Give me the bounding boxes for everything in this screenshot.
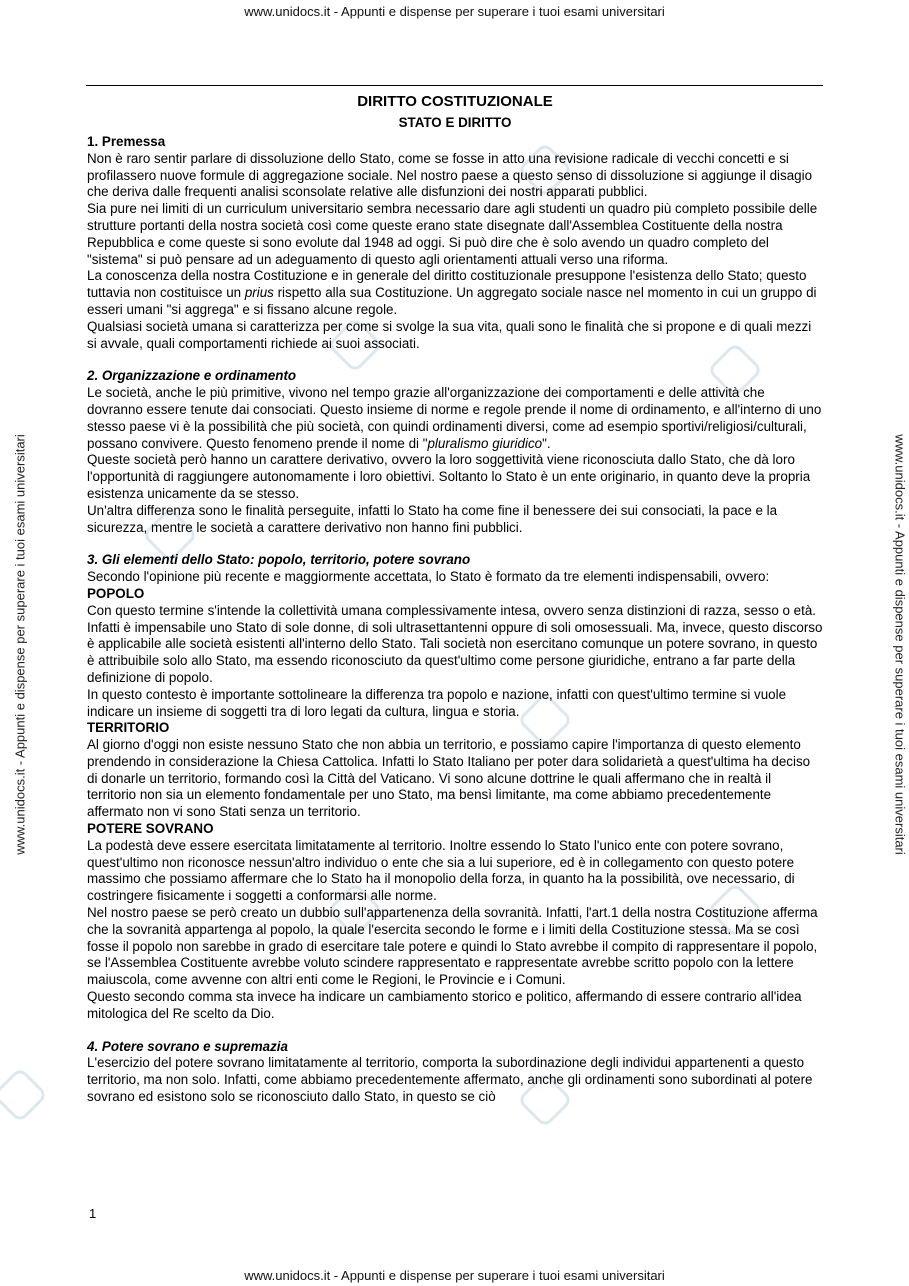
subheading-potere-sovrano: POTERE SOVRANO — [87, 821, 214, 837]
paragraph: In questo contesto è importante sottolineare la differenza tra popolo e nazione, infatti con quest'ultimo termine si vuole indicare un insieme di soggetti tra di loro legati da cultura, lingua e storia. — [87, 686, 787, 719]
paragraph: Non è raro sentir parlare di dissoluzione dello Stato, come se fosse in atto una revisione radicale di vecchi concetti e si profilassero nuove formule di aggregazione sociale. Nel nostro paese a questo senso di dissoluzione si aggiunge il disagio che deriva dalle frequenti analisi sconsolate relative alle disfunzioni dei nostri apparati pubblici. — [87, 150, 813, 200]
paragraph — [87, 385, 823, 452]
bottom-watermark-banner: www.unidocs.it - Appunti e dispense per superare i tuoi esami universitari — [244, 1268, 665, 1283]
paragraph: Qualsiasi società umana si caratterizza per come si svolge la sua vita, quali sono le finalità che si propone e di quali mezzi si avvale, quali comportamenti richiede ai suoi associati. — [87, 318, 812, 351]
text-run: La conoscenza della nostra Costituzione e in generale del diritto costituzionale presuppone l'esistenza dello Stato; questo tuttavia non costituisce un — [87, 268, 807, 301]
paragraph: Un'altra differenza sono le finalità perseguite, infatti lo Stato ha come fine il benessere dei sui consociati, la pace e la sicurezza, mentre le società a carattere derivativo non hanno fini pubblici. — [87, 502, 778, 535]
paragraph: Con questo termine s'intende la collettività umana complessivamente intesa, ovvero senza distinzioni di razza, sesso o età. Infatti è impensabile uno Stato di sole donne, di soli ultrasettantenni oppure di soli omosessuali. Ma, invece, questo discorso è applicabile alle società esistenti all'interno dello Stato. Tali società non esercitano comunque un potere sovrano, in questo è attribuibile solo allo Stato, ma essendo riconosciuto da quest'ultimo come persone giuridiche, entrano a far parte della definizione di popolo. — [87, 602, 823, 685]
page-title: DIRITTO COSTITUZIONALE — [357, 93, 553, 110]
text-run: ". — [542, 435, 551, 451]
left-side-watermark: www.unidocs.it - Appunti e dispense per superare i tuoi esami universitari — [12, 434, 28, 855]
page-number: 1 — [89, 1206, 97, 1221]
page-subtitle: STATO E DIRITTO — [398, 115, 512, 130]
document-body — [87, 92, 823, 1106]
text-run: rispetto alla sua Costituzione. Un aggregato sociale nasce nel momento in cui un gruppo di esseri umani "si aggrega" e si fissano alcune regole. — [87, 285, 817, 317]
italic-term: pluralismo giuridico — [427, 435, 543, 451]
paragraph: Sia pure nei limiti di un curriculum universitario sembra necessario dare agli studenti un quadro più completo possibile delle strutture portanti della nostra società così come queste erano state disegnate dall'Assemblea Costituente della nostra Repubblica e come queste si sono evolute dal 1948 ad oggi. Si può dire che è solo avendo un quadro completo del "sistema" si può pensare ad un adeguamento di questo agli orientamenti attuali verso una riforma. — [87, 201, 818, 267]
subheading-popolo: POPOLO — [87, 585, 145, 601]
section-heading-potere-supremazia: 4. Potere sovrano e supremazia — [87, 1038, 288, 1054]
paragraph: Questo secondo comma sta invece ha indicare un cambiamento storico e politico, affermando di essere contrario all'idea mitologica del Re scelto da Dio. — [87, 989, 802, 1021]
paragraph — [87, 268, 823, 318]
text-run: Le società, anche le più primitive, vivono nel tempo grazie all'organizzazione dei comportamenti e delle attività che dovranno essere tenute dai consociati. Questo insieme di norme e regole prende il nome di ordinamento, e all'interno di uno stesso paese vi è la possibilità che più società, con quindi ordinamenti diversi, come ad esempio sportivi/religiosi/culturali, possano convivere. Questo fenomeno prende il nome di " — [87, 385, 822, 451]
top-watermark-banner: www.unidocs.it - Appunti e dispense per superare i tuoi esami universitari — [244, 4, 665, 19]
section-heading-organizzazione: 2. Organizzazione e ordinamento — [87, 368, 297, 384]
section-heading-elementi-stato: 3. Gli elementi dello Stato: popolo, territorio, potere sovrano — [87, 552, 471, 568]
italic-term: prius — [244, 285, 274, 301]
paragraph: Queste società però hanno un carattere derivativo, ovvero la loro soggettività viene riconosciuta dallo Stato, che dà loro l'opportunità di raggiungere autonomamente i loro obiettivi. Soltanto lo Stato è un ente originario, in quanto deve la propria esistenza unicamente da se stesso. — [87, 452, 811, 501]
header-rule — [86, 85, 823, 86]
paragraph: Nel nostro paese se però creato un dubbio sull'appartenenza della sovranità. Infatti, l'art.1 della nostra Costituzione afferma che la sovranità appartenga al popolo, la quale l'esercita secondo le forme e i limiti della Costituzione stessa. Ma se così fosse il popolo non sarebbe in grado di esercitare tale potere e quindi lo Stato avrebbe il compito di rappresentare il popolo, se l'Assemblea Costituente avrebbe voluto scindere rappresentato e rappresentate avrebbe scritto popolo con la lettere maiuscola, come avvenne con altri enti come le Regioni, le Provincie e i Comuni. — [87, 905, 818, 988]
paragraph: Al giorno d'oggi non esiste nessuno Stato che non abbia un territorio, e possiamo capire l'importanza di questo elemento prendendo in considerazione la Chiesa Cattolica. Infatti lo Stato Italiano per poter dara solidarietà a quest'ultima ha deciso di donarle un territorio, formando così la Città del Vaticano. Vi sono alcune dottrine le quali affermano che in realtà il territorio non sia un elemento fondamentale per uno Stato, ma bensì limitante, ma come abbiamo precedentemente affermato non vi sono Stati senza un territorio. — [87, 737, 811, 820]
paragraph: La podestà deve essere esercitata limitatamente al territorio. Inoltre essendo lo Stato l'unico ente con potere sovrano, quest'ultimo non riconosce nessun'altro individuo o ente che sia a lui superiore, ed è in collegamento con questo potere massimo che possiamo affermare che lo Stato ha il monopolio della forza, in quanto ha la possibilità, ove necessario, di costringere fisicamente i soggetti a conformarsi alle norme. — [87, 837, 795, 904]
subheading-territorio: TERRITORIO — [87, 720, 170, 736]
section-heading-premessa: 1. Premessa — [87, 134, 166, 149]
paragraph: L'esercizio del potere sovrano limitatamente al territorio, comporta la subordinazione degli individui appartenenti a questo territorio, ma non solo. Infatti, come abbiamo precedentemente affermato, anche gli ordinamenti sono subordinati al potere sovrano ed esistono solo se riconosciuto dallo Stato, in questo se ciò — [87, 1055, 813, 1105]
watermark-logo-icon — [0, 1067, 48, 1124]
paragraph: Secondo l'opinione più recente e maggiormente accettata, lo Stato è formato da tre elementi indispensabili, ovvero: — [87, 569, 770, 585]
right-side-watermark: www.unidocs.it - Appunti e dispense per superare i tuoi esami universitari — [892, 434, 908, 855]
